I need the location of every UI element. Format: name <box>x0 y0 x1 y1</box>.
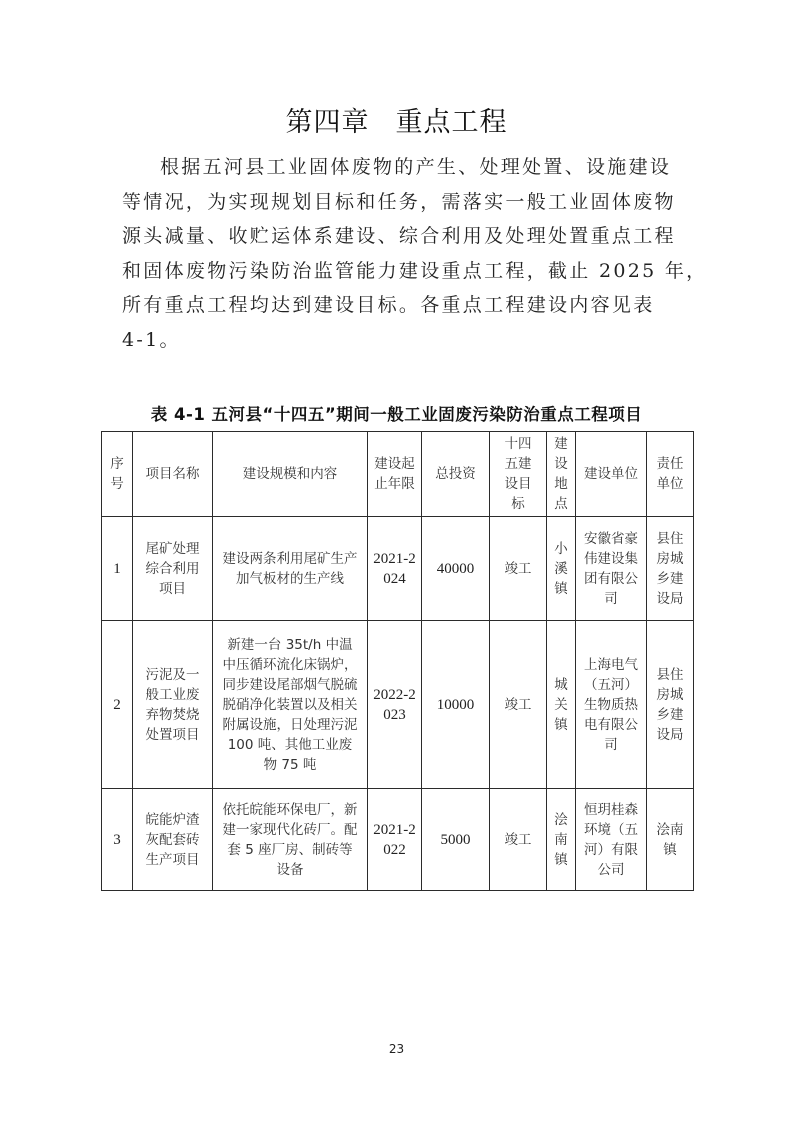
chapter-title <box>0 100 793 139</box>
table-row <box>102 517 694 621</box>
cell-builder: 安徽省豪伟建设集团有限公司 <box>576 517 647 621</box>
cell-responsible: 县住房城乡建设局 <box>647 621 694 789</box>
cell-builder: 恒玥桂森环境（五河）有限公司 <box>576 789 647 891</box>
header-name: 项目名称 <box>133 432 213 517</box>
cell-location: 小溪镇 <box>547 517 576 621</box>
cell-target: 竣工 <box>490 789 547 891</box>
intro-line: 和固体废物污染防治监管能力建设重点工程，截止 2025 年， <box>122 259 708 282</box>
header-investment: 总投资 <box>422 432 490 517</box>
cell-investment: 40000 <box>422 517 490 621</box>
cell-name: 污泥及一般工业废弃物焚烧处置项目 <box>133 621 213 789</box>
chapter-number: 第四章 <box>285 107 370 138</box>
cell-period: 2021-2022 <box>368 789 422 891</box>
intro-line: 4-1。 <box>122 328 181 351</box>
cell-responsible: 浍南镇 <box>647 789 694 891</box>
cell-location: 城关镇 <box>547 621 576 789</box>
chapter-name: 重点工程 <box>395 107 508 138</box>
projects-table <box>101 431 694 891</box>
cell-seq: 2 <box>102 621 133 789</box>
intro-line: 根据五河县工业固体废物的产生、处理处置、设施建设 <box>160 156 672 178</box>
header-period: 建设起止年限 <box>368 432 422 517</box>
cell-seq: 1 <box>102 517 133 621</box>
header-location: 建设地点 <box>547 432 576 517</box>
page-number: 23 <box>388 1042 405 1056</box>
cell-name: 皖能炉渣灰配套砖生产项目 <box>133 789 213 891</box>
cell-scale: 建设两条利用尾矿生产加气板材的生产线 <box>213 517 368 621</box>
cell-period: 2022-2023 <box>368 621 422 789</box>
intro-line: 所有重点工程均达到建设目标。各重点工程建设内容见表 <box>122 294 655 316</box>
cell-scale: 新建一台 35t/h 中温中压循环流化床锅炉，同步建设尾部烟气脱硫脱硝净化装置以及相关附属设施，日处理污泥 100 吨、其他工业废物 75 吨 <box>213 621 368 789</box>
cell-scale: 依托皖能环保电厂，新建一家现代化砖厂。配套 5 座厂房、制砖等设备 <box>213 789 368 891</box>
header-seq: 序号 <box>102 432 133 517</box>
intro-line: 等情况，为实现规划目标和任务，需落实一般工业固体废物 <box>122 190 676 213</box>
cell-investment: 5000 <box>422 789 490 891</box>
intro-paragraph <box>122 150 708 357</box>
header-target: 十四五建设目标 <box>490 432 547 517</box>
cell-target: 竣工 <box>490 517 547 621</box>
cell-period: 2021-2024 <box>368 517 422 621</box>
table-caption: 表 4-1 五河县“十四五”期间一般工业固废污染防治重点工程项目 <box>150 405 643 424</box>
table-header-row <box>102 432 694 517</box>
cell-target: 竣工 <box>490 621 547 789</box>
table-row <box>102 621 694 789</box>
cell-name: 尾矿处理综合利用项目 <box>133 517 213 621</box>
table-row <box>102 789 694 891</box>
cell-location: 浍南镇 <box>547 789 576 891</box>
header-builder: 建设单位 <box>576 432 647 517</box>
header-scale: 建设规模和内容 <box>213 432 368 517</box>
header-responsible: 责任单位 <box>647 432 694 517</box>
cell-seq: 3 <box>102 789 133 891</box>
cell-investment: 10000 <box>422 621 490 789</box>
cell-builder: 上海电气（五河）生物质热电有限公司 <box>576 621 647 789</box>
intro-line: 源头减量、收贮运体系建设、综合利用及处理处置重点工程 <box>122 225 676 247</box>
cell-responsible: 县住房城乡建设局 <box>647 517 694 621</box>
